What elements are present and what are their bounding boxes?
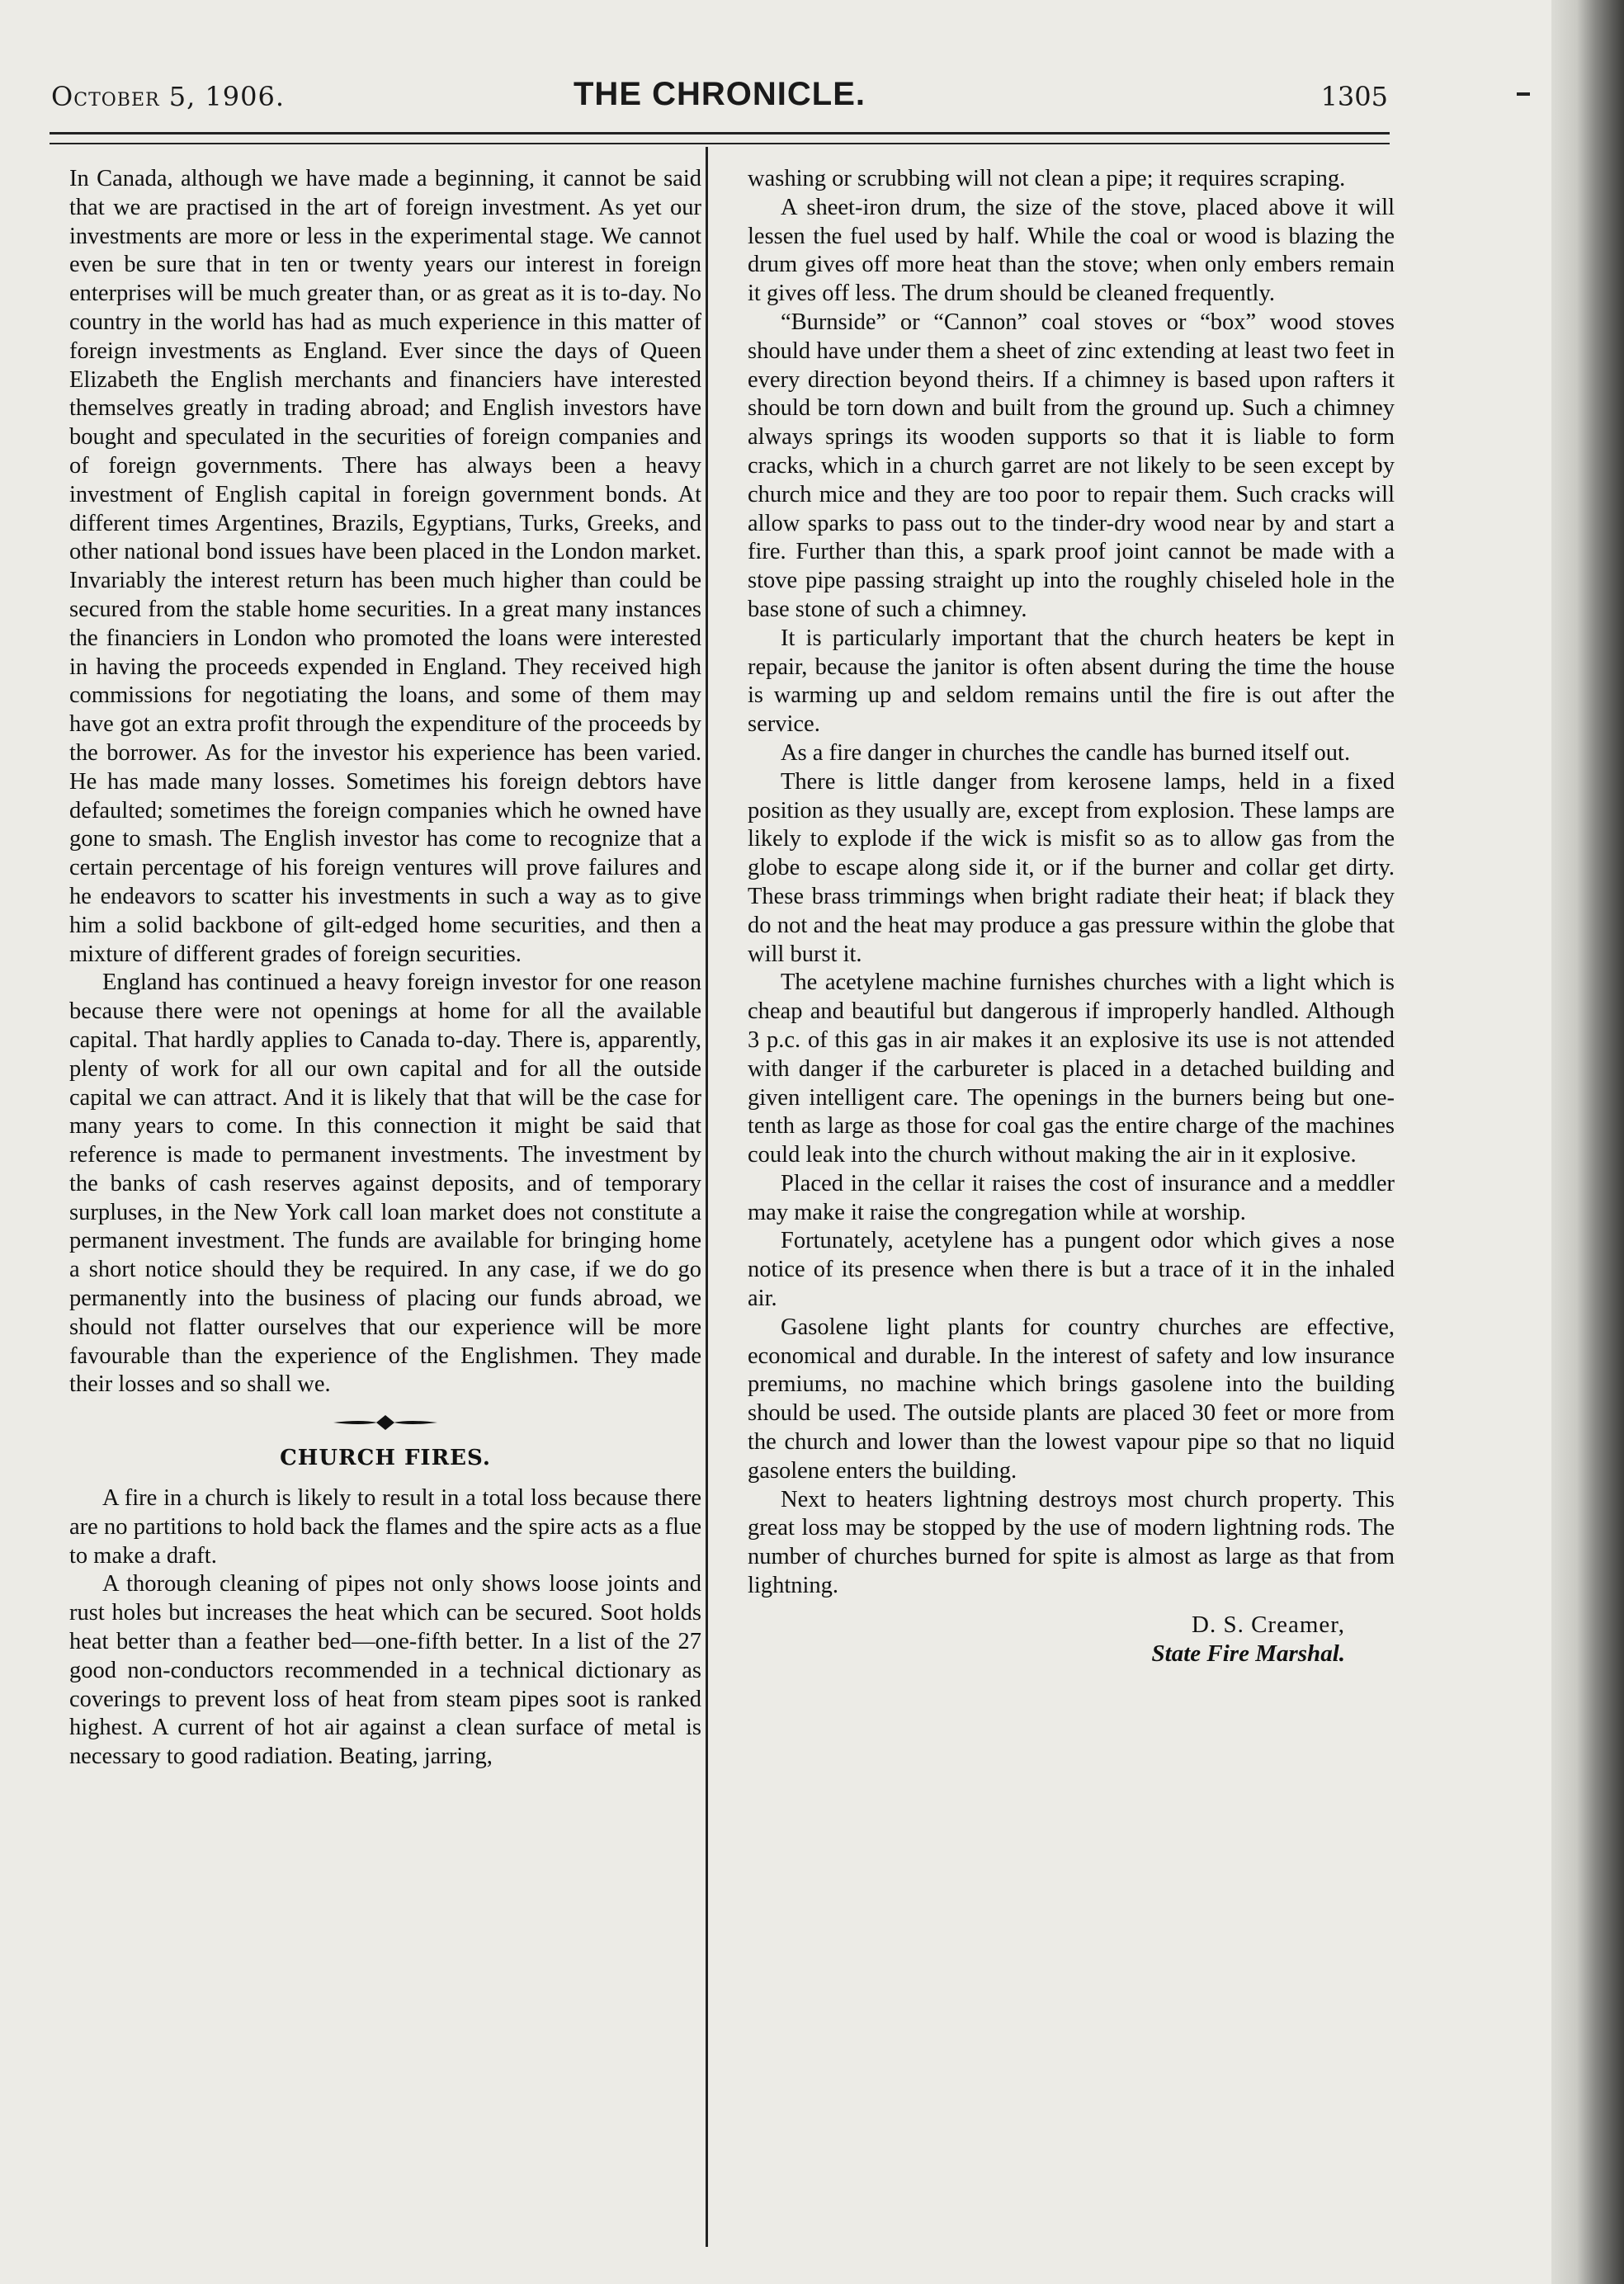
issue-date: October 5, 1906. bbox=[51, 81, 286, 112]
signature-block bbox=[748, 1611, 1395, 1668]
signature-name: D. S. Creamer, bbox=[1192, 1611, 1345, 1638]
section-paragraph: It is particularly important that the church heaters be kept in repair, because the janitor is often absent during the time the house is warming up and seldom remains until the fire is out after the service. bbox=[748, 625, 1395, 738]
section-paragraph: The acetylene machine furnishes churches with a light which is cheap and beautiful but dangerous if improperly handled. Although 3 p.c. of this gas in air makes it an explosive its use is not attended with danger if the carbureter is placed in a detached building and given intelligent care. The openings in the burners being but one-tenth as large as those for coal gas the entire charge of the machines could leak into the church without making the air in it explosive. bbox=[748, 970, 1395, 1168]
section-paragraph: A thorough cleaning of pipes not only shows loose joints and rust holes but increases the heat which can be secured. Soot holds heat better than a feather bed—one-fifth better. In a list of the 27 good non-conductors recommended in a technical dictionary as coverings to prevent loss of heat from steam pipes soot is ranked highest. A current of hot air against a clean surface of metal is necessary to good radiation. Beating, jarring, bbox=[69, 1571, 701, 1770]
article-paragraph: England has continued a heavy foreign investor for one reason because there were not openings at home for all the available capital. That hardly applies to Canada to-day. There is, apparently, plenty of work for all our own capital and for all the outside capital we can attract. And it is likely that that will be the case for many years to come. In this connection it might be said that reference is made to permanent investments. The investment by the banks of cash reserves against deposits, and of temporary surpluses, in the New York call loan market does not constitute a permanent investment. The funds are available for bringing home a short notice should they be required. In any case, if we do go permanently into the business of placing our funds abroad, we should not flatter ourselves that our experience will be more favourable than the experience of the Englishmen. They made their losses and so shall we. bbox=[69, 970, 701, 1398]
ornament-divider-icon bbox=[332, 1413, 439, 1432]
page-number: 1305 bbox=[1320, 81, 1388, 112]
binding-edge bbox=[1551, 0, 1624, 2284]
section-paragraph: Fortunately, acetylene has a pungent odor which gives a nose notice of its presence when there is but a trace of it in the inhaled air. bbox=[748, 1228, 1395, 1312]
section-paragraph: Next to heaters lightning destroys most church property. This great loss may be stopped by the use of modern lightning rods. The number of churches burned for spite is almost as large as that from lightning. bbox=[748, 1486, 1395, 1599]
header-rule bbox=[50, 132, 1390, 144]
section-heading: CHURCH FIRES. bbox=[280, 1446, 491, 1471]
section-paragraph: “Burnside” or “Cannon” coal stoves or “box” wood stoves should have under them a sheet of zinc extending at least two feet in every direction beyond theirs. If a chimney is based upon rafters it should be torn down and built from the ground up. Such a chimney always springs its wooden supports so that it is liable to form cracks, which in a church garret are not likely to be seen except by church mice and they are too poor to repair them. Such cracks will allow sparks to pass out to the tinder-dry wood near by and start a fire. Further than this, a spark proof joint cannot be made with a stove pipe passing straight up into the roughly chiseled hole in the base stone of such a chimney. bbox=[748, 309, 1395, 622]
article-paragraph: In Canada, although we have made a beginning, it cannot be said that we are practised in the art of foreign investment. As yet our investments are more or less in the experimental stage. We cannot even be sure that in ten or twenty years our interest in foreign enterprises will be much greater than, or as great as it is to-day. No country in the world has had as much experience in this matter of foreign investments as England. Ever since the days of Queen Elizabeth the English merchants and financiers have interested themselves greatly in trading abroad; and English investors have bought and speculated in the securities of foreign companies and of foreign governments. There has always been a heavy investment of English capital in foreign government bonds. At different times Argentines, Brazils, Egyptians, Turks, Greeks, and other national bond issues have been placed in the London market. Invariably the interest return has been much higher than could be secured from the stable home securities. In a great many instances the financiers in London who promoted the loans were interested in having the proceeds expended in England. They received high commissions for negotiating the loans, and some of them may have got an extra profit through the expenditure of the proceeds by the borrower. As for the investor his experience has been varied. He has made many losses. Sometimes his foreign debtors have defaulted; sometimes the foreign companies which he owned have gone to smash. The English investor has come to recognize that a certain percentage of his foreign ventures will prove failures and he endeavors to scatter his investments in such a way as to give him a solid backbone of gilt-edged home securities, and then a mixture of different grades of foreign securities. bbox=[69, 166, 701, 967]
section-paragraph: A fire in a church is likely to result in a total loss because there are no partitions to hold back the flames and the spire acts as a flue to make a draft. bbox=[69, 1485, 701, 1569]
publication-title: THE CHRONICLE. bbox=[574, 76, 866, 112]
section-paragraph: Placed in the cellar it raises the cost of insurance and a meddler may make it raise the congregation while at worship. bbox=[748, 1170, 1395, 1225]
section-paragraph: A sheet-iron drum, the size of the stove, placed above it will lessen the fuel used by half. While the coal or wood is blazing the drum gives off more heat than the stove; when only embers remain it gives off less. The drum should be cleaned frequently. bbox=[748, 194, 1395, 307]
right-column bbox=[748, 165, 1395, 1668]
left-column bbox=[69, 165, 701, 1772]
section-paragraph: Gasolene light plants for country churches are effective, economical and durable. In the interest of safety and low insurance premiums, no machine which brings gasolene into the building should be used. The outside plants are placed 30 feet or more from the church and lower than the lowest vapour pipe so that no liquid gasolene enters the building. bbox=[748, 1314, 1395, 1484]
page-mark bbox=[1517, 92, 1530, 96]
section-paragraph: As a fire danger in churches the candle has burned itself out. bbox=[781, 739, 1351, 766]
signature-title: State Fire Marshal. bbox=[1151, 1640, 1345, 1667]
section-paragraph: There is little danger from kerosene lamps, held in a fixed position as they usually are, except from explosion. These lamps are likely to explode if the wick is misfit so as to allow gas from the globe to escape along side it, or if the burner and collar get dirty. These brass trimmings when bright radiate their heat; if black they do not and the heat may produce a gas pressure within the globe that will burst it. bbox=[748, 768, 1395, 967]
page-header bbox=[51, 76, 1388, 125]
column-divider bbox=[706, 147, 708, 2247]
section-paragraph: washing or scrubbing will not clean a pipe; it requires scraping. bbox=[748, 166, 1346, 191]
